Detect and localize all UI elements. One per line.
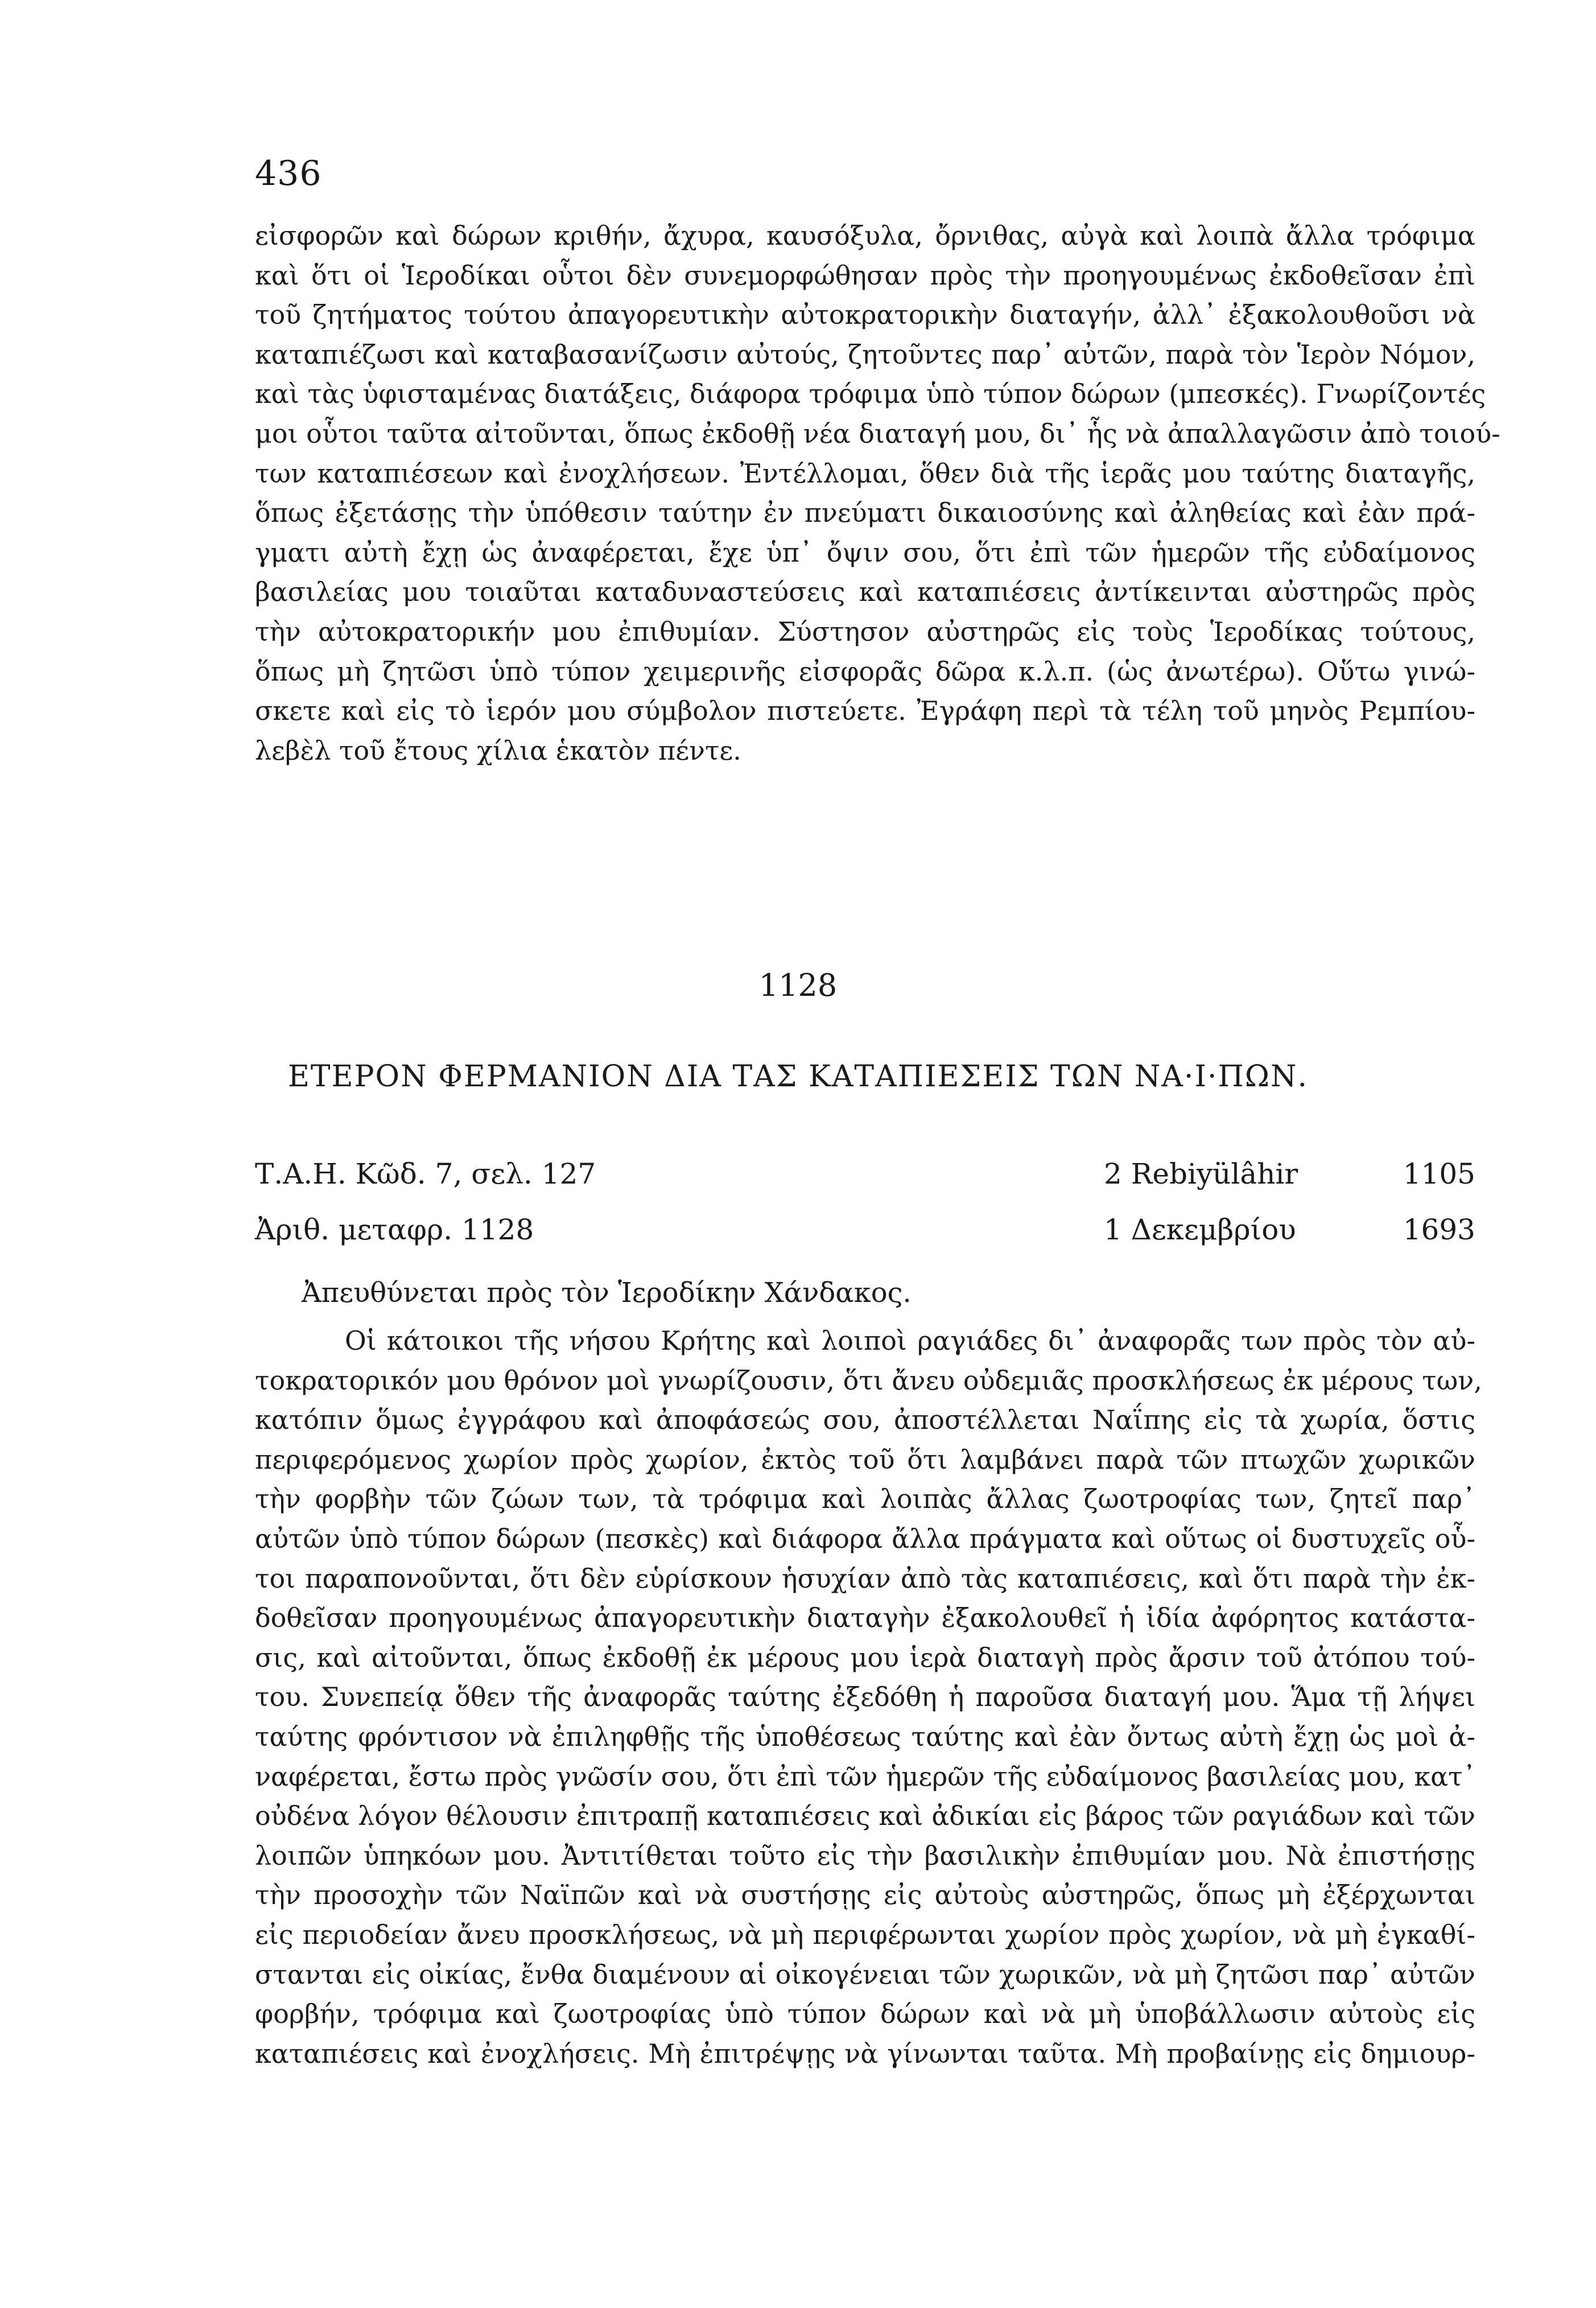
text-line: περιφερόμενος χωρίον πρὸς χωρίον, ἐκτὸς τοῦ ὅτι λαμβάνει παρὰ τῶν πτωχῶν χωρικῶν [255,1444,1475,1475]
text-line: τοι παραπονοῦνται, ὅτι δὲν εὑρίσκουν ἡσυχίαν ἀπὸ τὰς καταπιέσεις, καὶ ὅτι παρὰ τὴν ἐκ- [255,1563,1475,1594]
text-line: καὶ τὰς ὑφισταμένας διατάξεις, διάφορα τρόφιμα ὑπὸ τύπον δώρων (μπεσκές). Γνωρίζοντές [255,378,1486,410]
document-number: 1128 [758,967,838,1003]
text-line: ναφέρεται, ἔστω πρὸς γνῶσίν σου, ὅτι ἐπὶ τῶν ἡμερῶν τῆς εὐδαίμονος βασιλείας μου, κατ᾿ [255,1761,1476,1792]
text-line: των καταπιέσεων καὶ ἐνοχλήσεων. Ἐντέλλομαι, ὅθεν διὰ τῆς ἱερᾶς μου ταύτης διαταγῆς, [255,458,1475,489]
text-line: λοιπῶν ὑπηκόων μου. Ἀντιτίθεται τοῦτο εἰς τὴν βασιλικὴν ἐπιθυμίαν μου. Νὰ ἐπιστήσῃς [255,1840,1475,1871]
text-line: σκετε καὶ εἰς τὸ ἱερόν μου σύμβολον πιστεύετε. Ἐγράφη περὶ τὰ τέλη τοῦ μηνὸς Ρεμπίου- [255,695,1475,727]
document-body [255,1321,1482,2074]
text-line: καταπιέζωσι καὶ καταβασανίζωσιν αὐτούς, ζητοῦντες παρ᾿ αὐτῶν, παρὰ τὸν Ἱερὸν Νόμον, [255,339,1475,370]
text-line: εἰσφορῶν καὶ δώρων κριθήν, ἄχυρα, καυσόξυλα, ὄρνιθας, αὐγὰ καὶ λοιπὰ ἄλλα τρόφιμα [255,220,1475,251]
hijri-year: 1105 [1403,1157,1475,1190]
addressee-line: Ἀπευθύνεται πρὸς τὸν Ἱεροδίκην Χάνδακος. [302,1277,912,1309]
text-line: σις, καὶ αἰτοῦνται, ὅπως ἐκδοθῇ ἐκ μέρους μου ἱερὰ διαταγὴ πρὸς ἄρσιν τοῦ ἀτόπου τού- [255,1642,1475,1673]
text-line: αὐτῶν ὑπὸ τύπον δώρων (πεσκὲς) καὶ διάφορα ἄλλα πράγματα καὶ οὕτως οἱ δυστυχεῖς οὗ- [255,1523,1475,1554]
text-line: δοθεῖσαν προηγουμένως ἀπαγορευτικὴν διαταγὴν ἐξακολουθεῖ ἡ ἰδία ἀφόρητος κατάστα- [255,1602,1475,1634]
text-line: τὴν φορβὴν τῶν ζώων των, τὰ τρόφιμα καὶ λοιπὰς ἄλλας ζωοτροφίας των, ζητεῖ παρ᾿ [255,1483,1475,1515]
text-line: εἰς περιοδείαν ἄνευ προσκλήσεως, νὰ μὴ περιφέρωνται χωρίον πρὸς χωρίον, νὰ μὴ ἐγκαθί- [255,1919,1475,1950]
text-line: λεβὲλ τοῦ ἔτους χίλια ἑκατὸν πέντε. [255,735,741,766]
text-line: τὴν προσοχὴν τῶν Ναϊπῶν καὶ νὰ συστήσῃς εἰς αὐτοὺς αὐστηρῶς, ὅπως μὴ ἐξέρχωνται [255,1880,1475,1911]
text-line: τοῦ ζητήματος τούτου ἀπαγορευτικὴν αὐτοκρατορικὴν διαταγήν, ἀλλ᾿ ἐξακολουθοῦσι νὰ [255,299,1475,331]
translation-number: Ἀριθ. μεταφρ. 1128 [255,1213,534,1246]
gregorian-date: 1 Δεκεμβρίου [1104,1213,1296,1246]
text-line: μοι οὗτοι ταῦτα αἰτοῦνται, ὅπως ἐκδοθῇ νέα διαταγή μου, δι᾿ ἧς νὰ ἀπαλλαγῶσιν ἀπὸ τοιού- [255,418,1500,449]
text-line: στανται εἰς οἰκίας, ἔνθα διαμένουν αἱ οἰκογένειαι τῶν χωρικῶν, νὰ μὴ ζητῶσι παρ᾿ αὐτῶν [255,1959,1475,1990]
text-line: καὶ ὅτι οἱ Ἱεροδίκαι οὗτοι δὲν συνεμορφώθησαν πρὸς τὴν προηγουμένως ἐκδοθεῖσαν ἐπὶ [255,259,1475,291]
reference-row [255,1210,1475,1250]
text-line: ὅπως ἐξετάσῃς τὴν ὑπόθεσιν ταύτην ἐν πνεύματι δικαιοσύνης καὶ ἀληθείας καὶ ἐὰν πρά- [255,497,1475,529]
text-line: Οἱ κάτοικοι τῆς νήσου Κρήτης καὶ λοιποὶ ραγιάδες δι᾿ ἀναφορᾶς των πρὸς τὸν αὐ- [345,1325,1475,1356]
text-line: οὐδένα λόγον θέλουσιν ἐπιτραπῇ καταπιέσεις καὶ ἀδικίαι εἰς βάρος τῶν ραγιάδων καὶ τῶν [255,1800,1475,1832]
text-line: κατόπιν ὅμως ἐγγράφου καὶ ἀποφάσεώς σου, ἀποστέλλεται Ναΐπης εἰς τὰ χωρία, ὅστις [255,1404,1475,1436]
page-number: 436 [255,154,322,193]
text-line: καταπιέσεις καὶ ἐνοχλήσεις. Μὴ ἐπιτρέψῃς νὰ γίνωνται ταῦτα. Μὴ προβαίνῃς εἰς δημιουρ- [255,2038,1475,2069]
hijri-date: 2 Rebiyülâhir [1104,1157,1298,1190]
text-line: φορβήν, τρόφιμα καὶ ζωοτροφίας ὑπὸ τύπον δώρων καὶ νὰ μὴ ὑποβάλλωσιν αὐτοὺς εἰς [255,1998,1475,2030]
archive-reference: Τ.Α.Η. Κῶδ. 7, σελ. 127 [255,1157,596,1190]
document-title: ΕΤΕΡΟΝ ΦΕΡΜΑΝΙΟΝ ΔΙΑ ΤΑΣ ΚΑΤΑΠΙΕΣΕΙΣ ΤΩΝ ΝΑ·Ι·ΠΩΝ. [287,1060,1309,1094]
text-line: γματι αὐτὴ ἔχῃ ὡς ἀναφέρεται, ἔχε ὑπ᾿ ὄψιν σου, ὅτι ἐπὶ τῶν ἡμερῶν τῆς εὐδαίμονος [255,537,1475,568]
continued-text-block [255,216,1500,770]
text-line: ὅπως μὴ ζητῶσι ὑπὸ τύπον χειμερινῆς εἰσφορᾶς δῶρα κ.λ.π. (ὡς ἀνωτέρω). Οὕτω γινώ- [255,656,1475,687]
text-line: του. Συνεπείᾳ ὅθεν τῆς ἀναφορᾶς ταύτης ἐξεδόθη ἡ παροῦσα διαταγή μου. Ἅμα τῇ λήψει [255,1681,1475,1713]
reference-row [255,1154,1475,1194]
text-line: τοκρατορικόν μου θρόνον μοὶ γνωρίζουσιν, ὅτι ἄνευ οὐδεμιᾶς προσκλήσεως ἐκ μέρους των, [255,1365,1482,1396]
text-line: βασιλείας μου τοιαῦται καταδυναστεύσεις καὶ καταπιέσεις ἀντίκεινται αὐστηρῶς πρὸς [255,576,1475,608]
text-line: τὴν αὐτοκρατορικήν μου ἐπιθυμίαν. Σύστησον αὐστηρῶς εἰς τοὺς Ἱεροδίκας τούτους, [255,616,1475,647]
gregorian-year: 1693 [1403,1213,1475,1246]
text-line: ταύτης φρόντισον νὰ ἐπιληφθῇς τῆς ὑποθέσεως ταύτης καὶ ἐὰν ὄντως αὐτὴ ἔχῃ ὡς μοὶ ἀ- [255,1721,1475,1752]
